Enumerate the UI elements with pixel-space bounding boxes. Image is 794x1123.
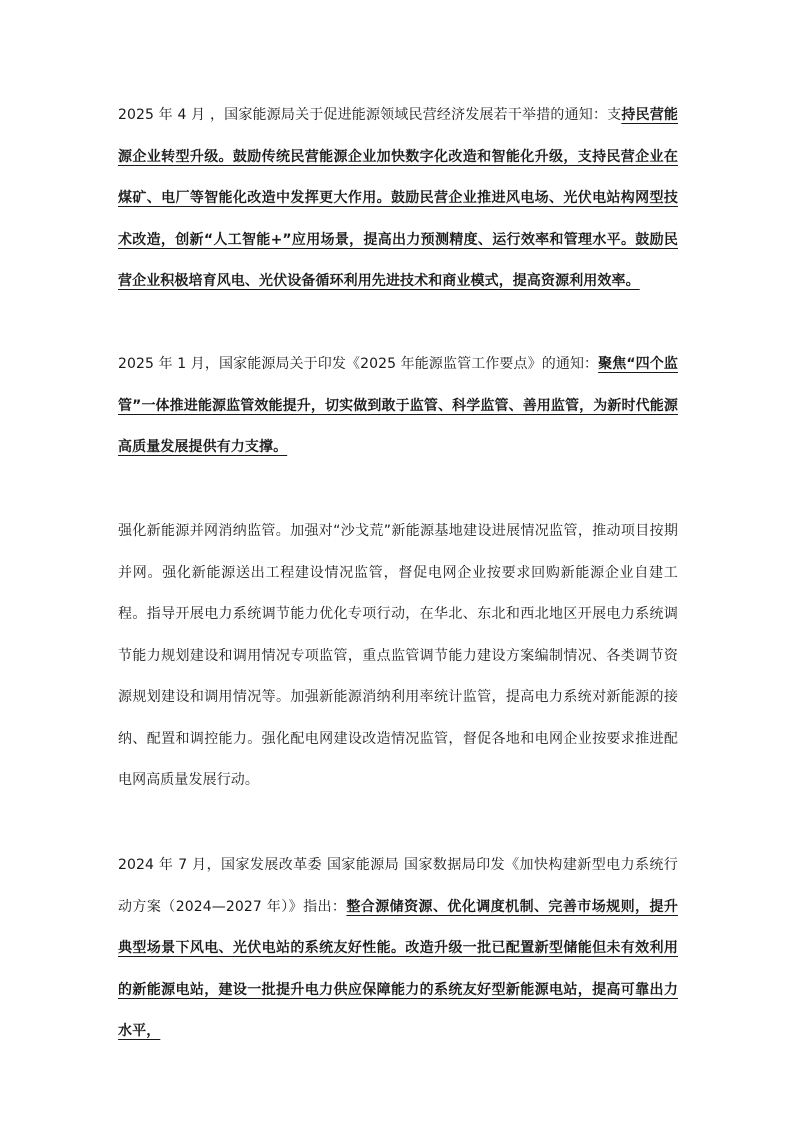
paragraph-lead-text: 2025 年 1 月，国家能源局关于印发《2025 年能源监管工作要点》的通知：	[118, 356, 599, 372]
paragraph-emphasis-text: 整合源储资源、优化调度机制、完善市场规则，提升典型场景下风电、光伏电站的系统友好性能。改造升级一批已配置新型储能但未有效利用的新能源电站，建设一批提升电力供应保障能力的系统友好型新能源电站，提高可靠出力水平，	[118, 898, 678, 1039]
paragraph-grid-integration-supervision	[118, 511, 678, 802]
paragraph-emphasis-text: 持民营能源企业转型升级。鼓励传统民营能源企业加快数字化改造和智能化升级，支持民营企业在煤矿、电厂等智能化改造中发挥更大作用。鼓励民营企业推进风电场、光伏电站构网型技术改造，创新“人工智能+”应用场景，提高出力预测精度、运行效率和管理水平。鼓励民营企业积极培育风电、光伏设备循环利用先进技术和商业模式，提高资源利用效率。	[118, 107, 678, 289]
paragraph-lead-text: 2025 年 4 月 ，国家能源局关于促进能源领域民营经济发展若干举措的通知：支	[118, 107, 622, 123]
paragraph-2024-july-action-plan	[118, 845, 678, 1053]
paragraph-emphasis-text: 聚焦“四个监管”一体推进能源监管效能提升，切实做到敢于监管、科学监管、善用监管，为新时代能源高质量发展提供有力支撑。	[118, 356, 678, 455]
paragraph-2025-january-notice	[118, 344, 678, 469]
paragraph-2025-april-notice	[118, 95, 678, 303]
paragraph-lead-text: 2024 年 7 月，国家发展改革委 国家能源局 国家数据局印发《加快构建新型电力系统行动方案（2024—2027 年）》指出：	[118, 857, 678, 915]
paragraph-lead-text: 强化新能源并网消纳监管。加强对“沙戈荒”新能源基地建设进展情况监管，推动项目按期并网。强化新能源送出工程建设情况监管，督促电网企业按要求回购新能源企业自建工程。指导开展电力系统调节能力优化专项行动，在华北、东北和西北地区开展电力系统调节能力规划建设和调用情况专项监管，重点监管调节能力建设方案编制情况、各类调节资源规划建设和调用情况等。加强新能源消纳利用率统计监管，提高电力系统对新能源的接纳、配置和调控能力。强化配电网建设改造情况监管，督促各地和电网企业按要求推进配电网高质量发展行动。	[118, 523, 678, 788]
